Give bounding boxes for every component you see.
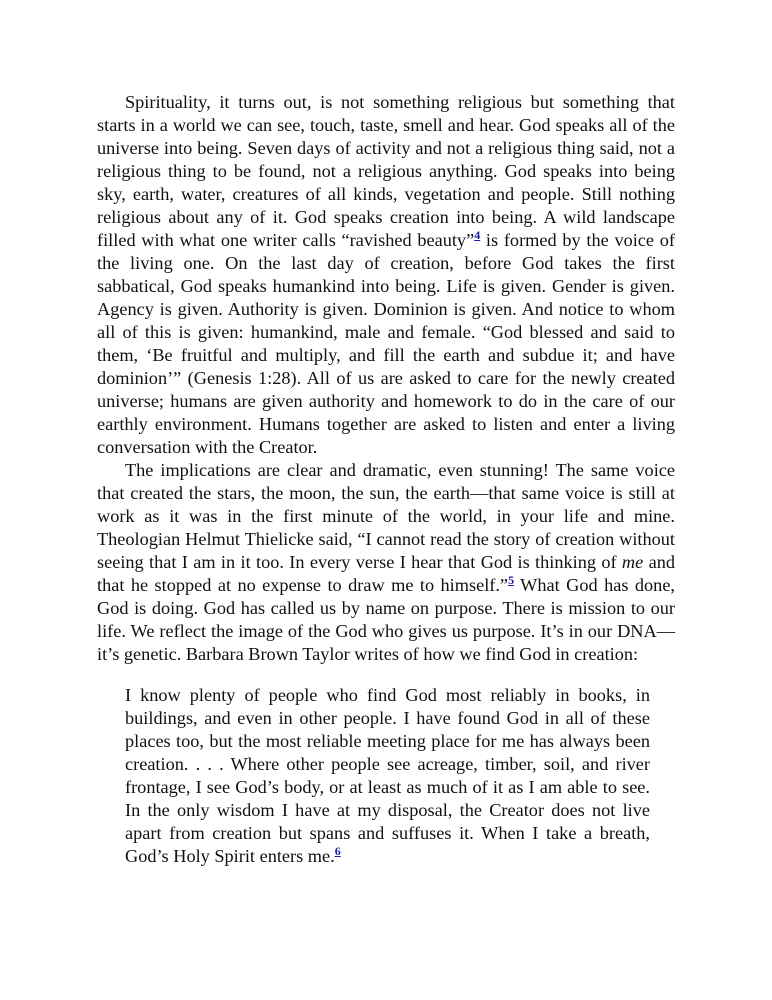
paragraph-1 [97, 91, 675, 459]
page-content [97, 91, 675, 868]
paragraph-2 [97, 459, 675, 666]
paragraph-2-emphasis: me [621, 552, 644, 572]
paragraph-1-text-b: is formed by the voice of the living one. On the last day of creation, before God takes the first sabbatical, God speaks humankind into being. Life is given. Gender is given. Agency is given. Authority is given. Dominion is given. And notice to whom all of this is given: humankind, male and female. “God blessed and said to them, ‘Be fruitful and multiply, and fill the earth and subdue it; and have dominion’” (Genesis 1:28). All of us are asked to care for the newly created universe; humans are given authority and homework to do in the care of our earthly environment. Humans together are asked to listen and enter a living conversation with the Creator. [97, 230, 675, 457]
paragraph-1-text-a: Spirituality, it turns out, is not something religious but something that starts in a world we can see, touch, taste, smell and hear. God speaks all of the universe into being. Seven days of activity and not a religious thing said, not a religious thing to be found, not a religious anything. God speaks into being sky, earth, water, creatures of all kinds, vegetation and people. Still nothing religious about any of it. God speaks creation into being. A wild landscape filled with what one writer calls “ravished beauty” [97, 92, 675, 250]
block-quote-text: I know plenty of people who find God most reliably in books, in buildings, and even in other people. I have found God in all of these places too, but the most reliable meeting place for me has always been creation. . . . Where other people see acreage, timber, soil, and river frontage, I see God’s body, or at least as much of it as I am able to see. In the only wisdom I have at my disposal, the Creator does not live apart from creation but spans and suffuses it. When I take a breath, God’s Holy Spirit enters me. [125, 685, 650, 866]
paragraph-2-text-b: and that he stopped at no expense to draw me to himself.” [97, 552, 675, 595]
footnote-link-6[interactable]: 6 [334, 843, 341, 858]
footnote-link-4[interactable]: 4 [474, 227, 481, 242]
paragraph-2-text-c: What God has done, God is doing. God has called us by name on purpose. There is mission to our life. We reflect the image of the God who gives us purpose. It’s in our DNA—it’s genetic. Barbara Brown Taylor writes of how we find God in creation: [97, 575, 676, 664]
footnote-link-5[interactable]: 5 [508, 572, 515, 587]
paragraph-2-text-a: The implications are clear and dramatic, even stunning! The same voice that created the stars, the moon, the sun, the earth—that same voice is still at work as it was in the first minute of the world, in your life and mine. Theologian Helmut Thielicke said, “I cannot read the story of creation without seeing that I am in it too. In every verse I hear that God is thinking of [97, 460, 675, 572]
block-quote [125, 684, 650, 868]
